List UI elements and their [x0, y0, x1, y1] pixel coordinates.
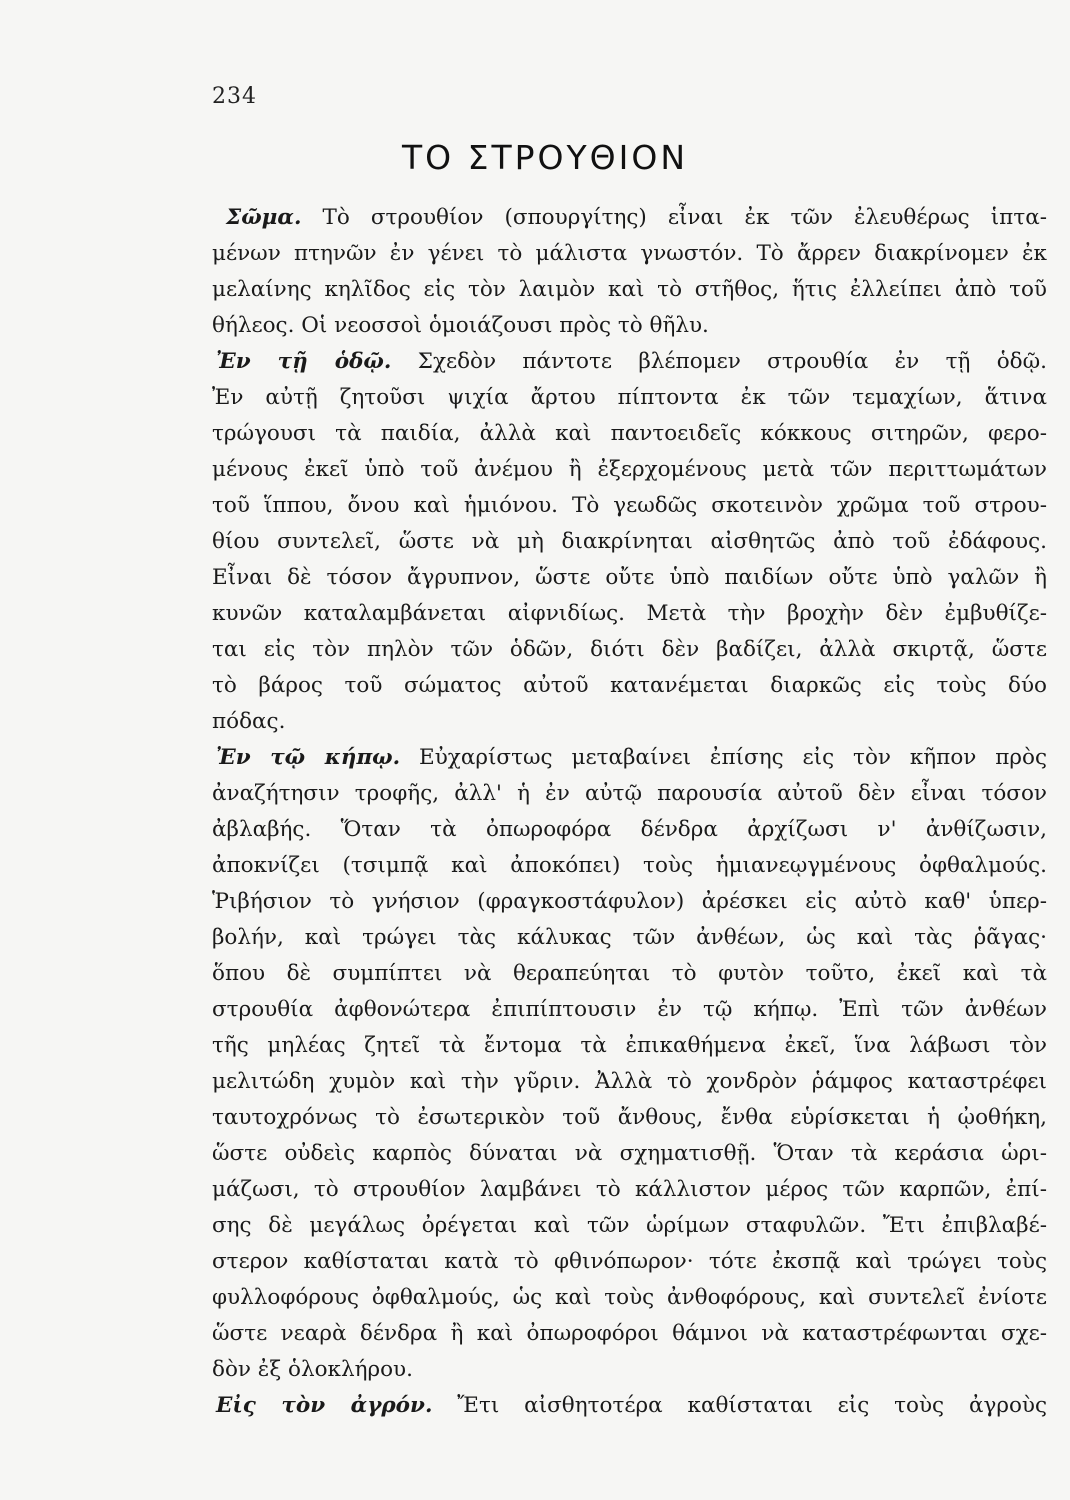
text-line: στερον καθίσταται κατὰ τὸ φθινόπωρον· τότε ἐκσπᾷ καὶ τρώγει τοὺς — [212, 1249, 1047, 1274]
section-heading: Σῶμα. — [226, 205, 302, 230]
text-line: θίου συντελεῖ, ὥστε νὰ μὴ διακρίνηται αἰσθητῶς ἀπὸ τοῦ ἐδάφους. — [212, 529, 1047, 554]
section-heading: Ἐν τῷ κήπῳ. — [216, 745, 401, 770]
section-heading: Ἐν τῇ ὁδῷ. — [216, 349, 392, 374]
text-line: Ἐν τῇ ὁδῷ. Σχεδὸν πάντοτε βλέπομεν στρουθία ἐν τῇ ὁδῷ. — [216, 349, 1047, 374]
text-line: μένους ἐκεῖ ὑπὸ τοῦ ἀνέμου ἢ ἐξερχομένους μετὰ τῶν περιττωμάτων — [212, 457, 1047, 482]
text-line: μελαίνης κηλῖδος εἰς τὸν λαιμὸν καὶ τὸ στῆθος, ἥτις ἐλλείπει ἀπὸ τοῦ — [212, 277, 1047, 302]
text-line: ἀβλαβής. Ὅταν τὰ ὀπωροφόρα δένδρα ἀρχίζωσι ν' ἀνθίζωσιν, — [212, 817, 1047, 842]
text-line: Σῶμα. Τὸ στρουθίον (σπουργίτης) εἶναι ἐκ τῶν ἐλευθέρως ἱπτα- — [226, 205, 1047, 230]
text-line: πόδας. — [212, 709, 286, 734]
text-line: βολήν, καὶ τρώγει τὰς κάλυκας τῶν ἀνθέων, ὡς καὶ τὰς ῥᾶγας· — [212, 925, 1047, 950]
text-line: ὥστε οὐδεὶς καρπὸς δύναται νὰ σχηματισθῇ. Ὅταν τὰ κεράσια ὡρι- — [212, 1141, 1047, 1166]
text-line: τὸ βάρος τοῦ σώματος αὐτοῦ κατανέμεται διαρκῶς εἰς τοὺς δύο — [212, 673, 1047, 698]
text-line: Ἐν τῷ κήπῳ. Εὐχαρίστως μεταβαίνει ἐπίσης εἰς τὸν κῆπον πρὸς — [216, 745, 1047, 770]
text-line: δὸν ἐξ ὁλοκλήρου. — [212, 1357, 413, 1382]
text-line: Ἐν αὐτῇ ζητοῦσι ψιχία ἄρτου πίπτοντα ἐκ τῶν τεμαχίων, ἅτινα — [212, 385, 1047, 410]
text-line: μάζωσι, τὸ στρουθίον λαμβάνει τὸ κάλλιστον μέρος τῶν καρπῶν, ἐπί- — [212, 1177, 1047, 1202]
text-line: Εἰς τὸν ἀγρόν. Ἔτι αἰσθητοτέρα καθίσταται εἰς τοὺς ἀγροὺς — [216, 1393, 1048, 1418]
page-number: 234 — [212, 84, 257, 109]
text-line: Εἶναι δὲ τόσον ἄγρυπνον, ὥστε οὔτε ὑπὸ παιδίων οὔτε ὑπὸ γαλῶν ἢ — [212, 565, 1047, 590]
text-line: κυνῶν καταλαμβάνεται αἰφνιδίως. Μετὰ τὴν βροχὴν δὲν ἐμβυθίζε- — [212, 601, 1047, 626]
body-text — [212, 200, 1047, 1424]
text-line: σης δὲ μεγάλως ὀρέγεται καὶ τῶν ὡρίμων σταφυλῶν. Ἔτι ἐπιβλαβέ- — [212, 1213, 1047, 1238]
text-line: τῆς μηλέας ζητεῖ τὰ ἔντομα τὰ ἐπικαθήμενα ἐκεῖ, ἵνα λάβωσι τὸν — [212, 1033, 1047, 1058]
text-line: ὅπου δὲ συμπίπτει νὰ θεραπεύηται τὸ φυτὸν τοῦτο, ἐκεῖ καὶ τὰ — [212, 961, 1047, 986]
text-line: ἀποκνίζει (τσιμπᾷ καὶ ἀποκόπει) τοὺς ἡμιανεῳγμένους ὀφθαλμούς. — [212, 853, 1047, 878]
text-line: ται εἰς τὸν πηλὸν τῶν ὁδῶν, διότι δὲν βαδίζει, ἀλλὰ σκιρτᾷ, ὥστε — [212, 637, 1047, 662]
text-line: ταυτοχρόνως τὸ ἐσωτερικὸν τοῦ ἄνθους, ἔνθα εὑρίσκεται ἡ ᾠοθήκη, — [212, 1105, 1047, 1130]
text-line: φυλλοφόρους ὀφθαλμούς, ὡς καὶ τοὺς ἀνθοφόρους, καὶ συντελεῖ ἐνίοτε — [212, 1285, 1047, 1310]
text-line: στρουθία ἀφθονώτερα ἐπιπίπτουσιν ἐν τῷ κήπῳ. Ἐπὶ τῶν ἀνθέων — [212, 997, 1047, 1022]
text-line: τοῦ ἵππου, ὄνου καὶ ἡμιόνου. Τὸ γεωδῶς σκοτεινὸν χρῶμα τοῦ στρου- — [212, 493, 1047, 518]
section-heading: Εἰς τὸν ἀγρόν. — [216, 1393, 433, 1418]
text-line: μελιτώδη χυμὸν καὶ τὴν γῦριν. Ἀλλὰ τὸ χονδρὸν ῥάμφος καταστρέφει — [212, 1069, 1047, 1094]
chapter-title: ΤΟ ΣΤΡΟΥΘΙΟΝ — [401, 138, 689, 177]
text-line: μένων πτηνῶν ἐν γένει τὸ μάλιστα γνωστόν. Τὸ ἄρρεν διακρίνομεν ἐκ — [212, 241, 1047, 266]
text-line: Ῥιβήσιον τὸ γνήσιον (φραγκοστάφυλον) ἀρέσκει εἰς αὐτὸ καθ' ὑπερ- — [212, 889, 1047, 914]
text-line: ἀναζήτησιν τροφῆς, ἀλλ' ἡ ἐν αὐτῷ παρουσία αὐτοῦ δὲν εἶναι τόσον — [212, 781, 1047, 806]
text-line: θήλεος. Οἱ νεοσσοὶ ὁμοιάζουσι πρὸς τὸ θῆλυ. — [212, 313, 709, 338]
text-line: τρώγουσι τὰ παιδία, ἀλλὰ καὶ παντοειδεῖς κόκκους σιτηρῶν, φερο- — [212, 421, 1047, 446]
text-line: ὥστε νεαρὰ δένδρα ἢ καὶ ὀπωροφόροι θάμνοι νὰ καταστρέφωνται σχε- — [212, 1321, 1047, 1346]
